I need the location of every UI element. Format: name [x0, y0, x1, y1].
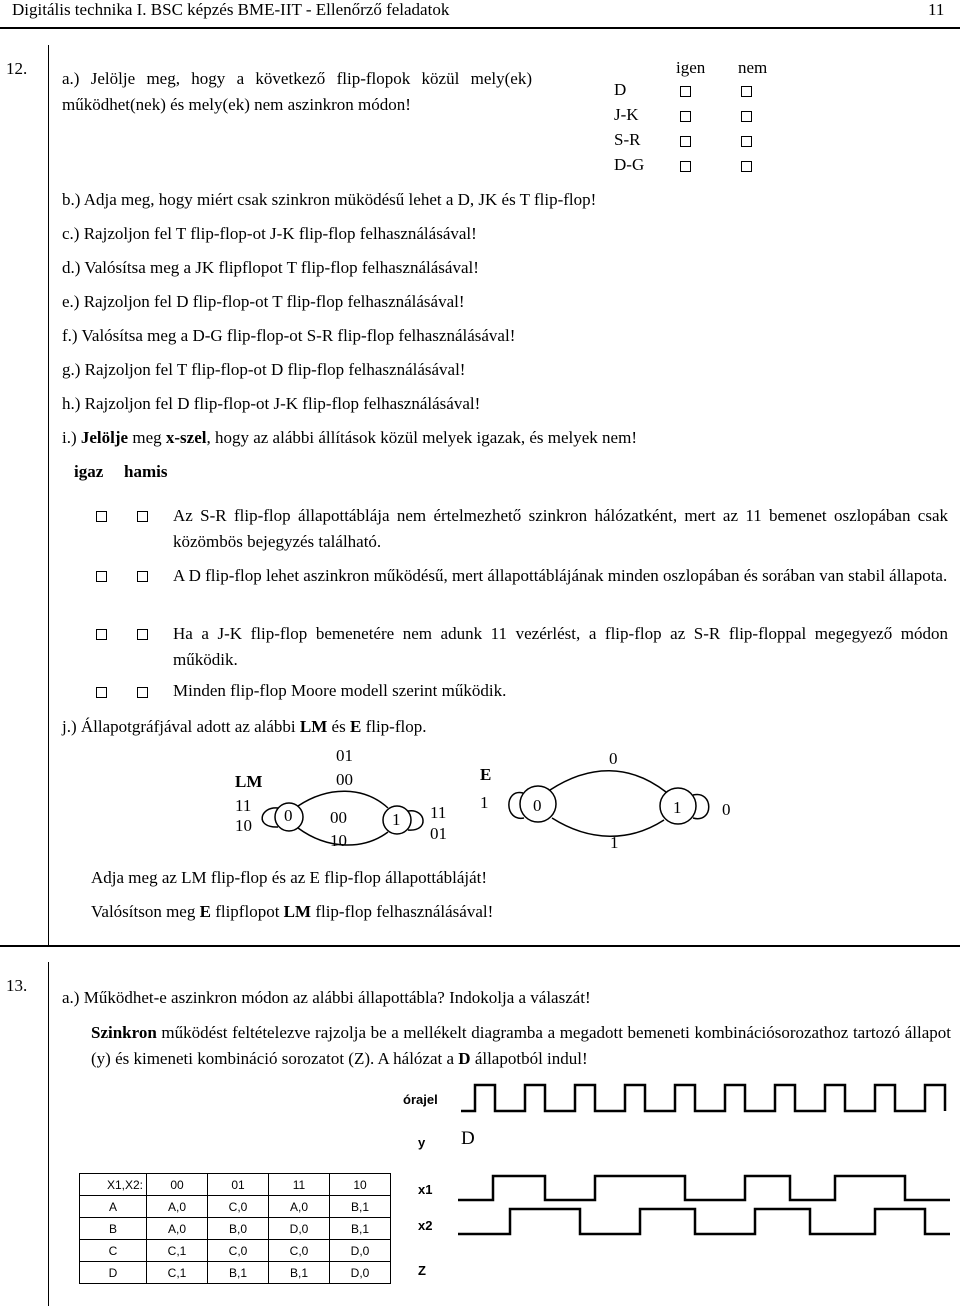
ff-label-jk: J-K	[614, 105, 639, 124]
table-cell: D,0	[269, 1218, 330, 1240]
lm-state-1-node	[383, 806, 411, 834]
table-header-cell: 01	[208, 1174, 269, 1196]
task-13-paragraph: Szinkron működést feltételezve rajzolja be a mellékelt diagramba a megadott bemeneti kombinációsorozathoz tartozó állapot (y) és kimeneti kombináció sorozatot (Z). A hálózat a D állapotból indul!	[91, 1023, 951, 1068]
task-12j-2: Valósítson meg E flipflopot LM flip-flop felhasználásával!	[91, 902, 494, 921]
lm-left-input-1: 11	[235, 796, 252, 815]
lm-state-1-label: 1	[392, 810, 401, 829]
table-cell: C,1	[147, 1262, 208, 1284]
x2-waveform	[458, 1209, 950, 1234]
task-12h: h.) Rajzoljon fel D flip-flop-ot J-K flip-flop felhasználásával!	[62, 394, 481, 413]
table-header-cell: 00	[147, 1174, 208, 1196]
checkbox-dg-nem[interactable]	[741, 161, 752, 172]
task-12b: b.) Adja meg, hogy miért csak szinkron müködésű lehet a D, JK és T flip-flop!	[62, 190, 597, 209]
clock-waveform	[461, 1085, 945, 1111]
checkbox-jk-nem[interactable]	[741, 111, 752, 122]
problem-13-divider	[48, 962, 49, 1306]
task-12a: a.) Jelölje meg, hogy a következő flip-flopok közül mely(ek) működhet(nek) és mely(ek) nem aszinkron módon!	[62, 69, 532, 114]
table-cell: D,0	[330, 1262, 391, 1284]
table-cell: C	[80, 1240, 147, 1262]
checkbox-s4-hamis[interactable]	[137, 687, 148, 698]
e-title: E	[480, 765, 492, 784]
task-12d: d.) Valósítsa meg a JK flipflopot T flip-flop felhasználásával!	[62, 258, 479, 277]
tf-header-igaz: igaz	[74, 462, 104, 481]
timing-z-label: Z	[418, 1263, 426, 1278]
checkbox-jk-igen[interactable]	[680, 111, 691, 122]
table-row	[80, 1218, 391, 1240]
table-cell: B,1	[269, 1262, 330, 1284]
table-cell: A,0	[147, 1218, 208, 1240]
e-right-input: 0	[722, 800, 731, 819]
table-header-cell: 10	[330, 1174, 391, 1196]
checkbox-s3-igaz[interactable]	[96, 629, 107, 640]
task-12i: i.) Jelölje meg x-szel, hogy az alábbi állítások közül melyek igazak, és melyek nem!	[62, 428, 637, 447]
page-number: 11	[928, 0, 945, 19]
state-table	[79, 1173, 391, 1284]
tf-header-hamis: hamis	[124, 462, 168, 481]
checkbox-sr-igen[interactable]	[680, 136, 691, 147]
header-title: Digitális technika I. BSC képzés BME-IIT - Ellenőrző feladatok	[12, 0, 450, 19]
task-12f: f.) Valósítsa meg a D-G flip-flop-ot S-R flip-flop felhasználásával!	[62, 326, 516, 345]
lm-state-graph	[240, 780, 440, 860]
lm-right-input-2: 01	[430, 824, 447, 843]
e-state-graph	[480, 760, 730, 850]
lm-edge-bottom	[298, 828, 388, 845]
table-cell: A,0	[269, 1196, 330, 1218]
lm-title: LM	[235, 772, 263, 791]
timing-x2-label: x2	[418, 1218, 433, 1233]
table-cell: C,0	[208, 1240, 269, 1262]
lm-state-0-label: 0	[284, 806, 293, 825]
lm-edge-top	[298, 791, 388, 808]
col-header-igen: igen	[676, 58, 706, 77]
e-bottom-label: 1	[610, 833, 619, 852]
table-row	[80, 1240, 391, 1262]
task-12j: j.) Állapotgráfjával adott az alábbi LM és E flip-flop.	[62, 717, 427, 736]
table-cell: B	[80, 1218, 147, 1240]
table-row	[80, 1262, 391, 1284]
e-state-1-label: 1	[673, 798, 682, 817]
statement-1: Az S-R flip-flop állapottáblája nem értelmezhető szinkron hálózatként, mert az 11 bemenet oszlopában csak közömbös bejegyzés található.	[173, 506, 948, 551]
header-rule	[0, 27, 960, 29]
task-13a: a.) Működhet-e aszinkron módon az alábbi állapottábla? Indokolja a válaszát!	[62, 988, 591, 1007]
checkbox-dg-igen[interactable]	[680, 161, 691, 172]
x1-waveform	[458, 1176, 950, 1200]
problem-12-divider	[48, 45, 49, 946]
e-edge-top	[550, 771, 666, 792]
table-cell: C,0	[269, 1240, 330, 1262]
lm-top-label-1: 01	[336, 746, 353, 765]
lm-right-input-1: 11	[430, 803, 447, 822]
state-table-header	[80, 1174, 391, 1196]
checkbox-s4-igaz[interactable]	[96, 687, 107, 698]
checkbox-s1-igaz[interactable]	[96, 511, 107, 522]
problem-13-number: 13.	[6, 976, 28, 995]
e-state-0-node	[520, 786, 556, 822]
task-12c: c.) Rajzoljon fel T flip-flop-ot J-K flip-flop felhasználásával!	[62, 224, 477, 243]
table-cell: B,1	[208, 1262, 269, 1284]
checkbox-d-igen[interactable]	[680, 86, 691, 97]
lm-bottom-label-2: 10	[330, 831, 347, 850]
table-cell: C,0	[208, 1196, 269, 1218]
task-12g: g.) Rajzoljon fel T flip-flop-ot D flip-flop felhasználásával!	[62, 360, 466, 379]
table-cell: D,0	[330, 1240, 391, 1262]
col-header-nem: nem	[738, 58, 768, 77]
table-header-cell: 11	[269, 1174, 330, 1196]
statement-3: Ha a J-K flip-flop bemenetére nem adunk 11 vezérlést, a flip-flop az S-R flip-floppal megegyező módon működik.	[173, 624, 948, 669]
statement-2: A D flip-flop lehet aszinkron működésű, mert állapottáblájának minden oszlopában és sorában van stabil állapota.	[173, 566, 948, 585]
table-cell: A	[80, 1196, 147, 1218]
checkbox-s3-hamis[interactable]	[137, 629, 148, 640]
table-cell: B,1	[330, 1218, 391, 1240]
checkbox-d-nem[interactable]	[741, 86, 752, 97]
problem-separator	[0, 945, 960, 947]
task-12j-1: Adja meg az LM flip-flop és az E flip-flop állapottábláját!	[91, 868, 488, 887]
checkbox-sr-nem[interactable]	[741, 136, 752, 147]
e-state-0-label: 0	[533, 796, 542, 815]
ff-label-sr: S-R	[614, 130, 641, 149]
e-edge-bottom	[552, 818, 664, 836]
table-cell: B,0	[208, 1218, 269, 1240]
table-cell: A,0	[147, 1196, 208, 1218]
lm-left-input-2: 10	[235, 816, 252, 835]
ff-label-d: D	[614, 80, 627, 99]
task-12e: e.) Rajzoljon fel D flip-flop-ot T flip-flop felhasználásával!	[62, 292, 465, 311]
timing-y-label: y	[418, 1135, 426, 1150]
table-cell: B,1	[330, 1196, 391, 1218]
timing-diagram	[455, 1076, 955, 1276]
lm-state-0-node	[275, 803, 303, 831]
problem-12-number: 12.	[6, 59, 28, 78]
table-cell: D	[80, 1262, 147, 1284]
statement-4: Minden flip-flop Moore modell szerint működik.	[173, 681, 507, 700]
checkbox-s1-hamis[interactable]	[137, 511, 148, 522]
timing-y-initial: D	[461, 1128, 475, 1149]
table-cell: C,1	[147, 1240, 208, 1262]
ff-label-dg: D-G	[614, 155, 645, 174]
timing-clock-label: órajel	[403, 1092, 438, 1107]
timing-x1-label: x1	[418, 1182, 433, 1197]
table-row	[80, 1196, 391, 1218]
e-left-input: 1	[480, 793, 489, 812]
lm-top-label-2: 00	[336, 770, 353, 789]
table-header-cell: X1,X2:	[80, 1174, 147, 1196]
checkbox-s2-igaz[interactable]	[96, 571, 107, 582]
e-top-label: 0	[609, 749, 618, 768]
checkbox-s2-hamis[interactable]	[137, 571, 148, 582]
e-state-1-node	[660, 788, 696, 824]
lm-bottom-label-1: 00	[330, 808, 347, 827]
